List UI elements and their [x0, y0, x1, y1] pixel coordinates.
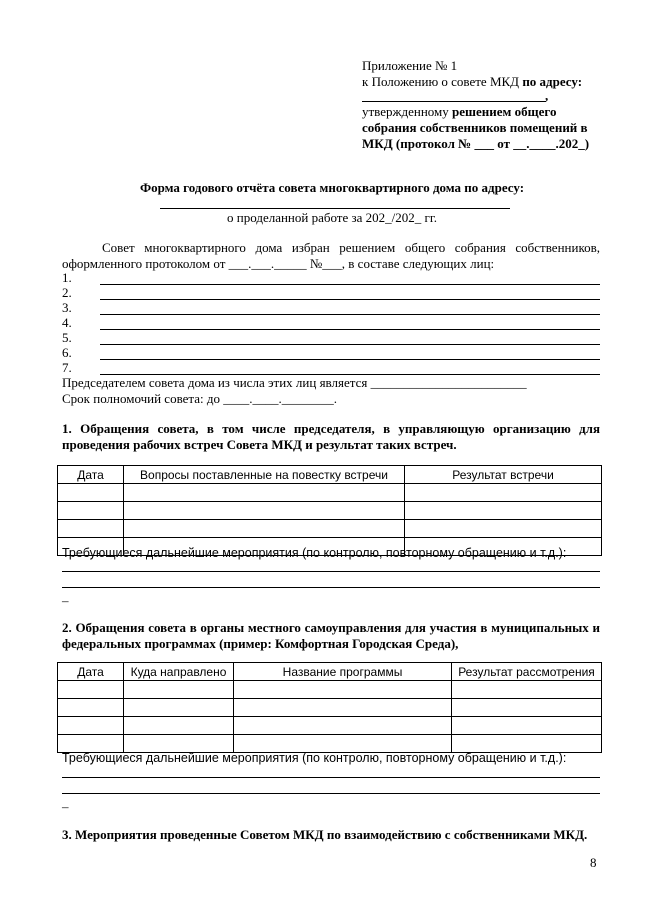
followup-line — [62, 793, 600, 794]
column-header: Дата — [58, 466, 124, 484]
section-2-title: 2. Обращения совета в органы местного самоуправления для участия в муниципальных и федеральных программах (пример: Комфортная Городская Среда), — [62, 620, 600, 651]
table-cell[interactable] — [124, 484, 405, 502]
table-row — [58, 520, 602, 538]
column-header: Результат рассмотрения — [452, 663, 602, 681]
table-cell[interactable] — [124, 735, 234, 753]
page-number: 8 — [590, 855, 597, 870]
followup-line — [62, 777, 600, 778]
table-header-row — [58, 466, 602, 484]
table-row — [58, 502, 602, 520]
table-cell[interactable] — [234, 681, 452, 699]
member-number: 1. — [62, 270, 72, 285]
table-cell[interactable] — [452, 681, 602, 699]
table-cell[interactable] — [58, 520, 124, 538]
appendix-line-1: Приложение № 1 — [362, 58, 458, 73]
table-row — [58, 484, 602, 502]
table-cell[interactable] — [124, 502, 405, 520]
section-1-followup-label: Требующиеся дальнейшие мероприятия (по контролю, повторному обращению и т.д.): — [62, 546, 567, 560]
table-cell[interactable] — [124, 520, 405, 538]
member-number: 3. — [62, 300, 72, 315]
table-cell[interactable] — [58, 681, 124, 699]
table-row — [58, 699, 602, 717]
appendix-line-4 — [362, 104, 556, 120]
followup-line — [62, 587, 600, 588]
period-line: о проделанной работе за 202_/202_ гг. — [227, 210, 437, 225]
table-cell[interactable] — [234, 717, 452, 735]
member-line — [100, 314, 600, 315]
member-line — [100, 284, 600, 285]
member-number: 5. — [62, 330, 72, 345]
section-2-dash: – — [62, 799, 69, 814]
table-cell[interactable] — [452, 735, 602, 753]
address-blank-line — [160, 208, 510, 209]
appendix-line-6: МКД (протокол № ___ от __.____.202_) — [362, 136, 590, 151]
table-row — [58, 735, 602, 753]
table-cell[interactable] — [234, 699, 452, 717]
table-cell[interactable] — [234, 735, 452, 753]
column-header: Дата — [58, 663, 124, 681]
table-cell[interactable] — [452, 699, 602, 717]
term-line: Срок полномочий совета: до ____.____.________. — [62, 391, 337, 406]
table-cell[interactable] — [58, 699, 124, 717]
table-cell[interactable] — [124, 699, 234, 717]
member-line — [100, 344, 600, 345]
member-line — [100, 329, 600, 330]
section-2-table — [57, 662, 602, 753]
table-row — [58, 717, 602, 735]
column-header: Результат встречи — [405, 466, 602, 484]
appendix-decision-label: решением общего — [452, 104, 557, 119]
member-number: 2. — [62, 285, 72, 300]
appendix-line-2 — [362, 74, 582, 90]
appendix-comma: , — [545, 88, 549, 103]
table-header-row — [58, 663, 602, 681]
member-line — [100, 299, 600, 300]
table-cell[interactable] — [405, 484, 602, 502]
section-1-table — [57, 465, 602, 556]
member-number: 6. — [62, 345, 72, 360]
table-cell[interactable] — [58, 484, 124, 502]
table-cell[interactable] — [405, 520, 602, 538]
table-cell[interactable] — [58, 717, 124, 735]
appendix-line-5: собрания собственников помещений в — [362, 120, 588, 135]
appendix-address-label: по адресу: — [522, 74, 583, 89]
table-cell[interactable] — [124, 681, 234, 699]
column-header: Название программы — [234, 663, 452, 681]
table-cell[interactable] — [58, 735, 124, 753]
appendix-address-blank — [362, 101, 546, 102]
member-number: 7. — [62, 360, 72, 375]
section-1-title: 1. Обращения совета, в том числе председателя, в управляющую организацию для проведения рабочих встреч Совета МКД и результат таких встреч. — [62, 421, 600, 452]
appendix-line-4-text: утвержденному — [362, 104, 453, 119]
section-1-dash: – — [62, 593, 69, 608]
table-cell[interactable] — [58, 502, 124, 520]
table-cell[interactable] — [452, 717, 602, 735]
table-cell[interactable] — [405, 502, 602, 520]
member-line — [100, 359, 600, 360]
form-title: Форма годового отчёта совета многоквартирного дома по адресу: — [139, 180, 525, 195]
column-header: Куда направлено — [124, 663, 234, 681]
chairman-line: Председателем совета дома из числа этих лиц является ________________________ — [62, 375, 527, 390]
section-3-title: 3. Мероприятия проведенные Советом МКД по взаимодействию с собственниками МКД. — [62, 827, 588, 842]
table-cell[interactable] — [124, 717, 234, 735]
appendix-line-2-text: к Положению о совете МКД — [362, 74, 523, 89]
member-number: 4. — [62, 315, 72, 330]
followup-line — [62, 571, 600, 572]
section-2-followup-label: Требующиеся дальнейшие мероприятия (по контролю, повторному обращению и т.д.): — [62, 751, 567, 765]
intro-paragraph: Совет многоквартирного дома избран решением общего собрания собственников, оформленного протоколом от ___.___._____ №___, в составе следующих лиц: — [62, 240, 600, 271]
column-header: Вопросы поставленные на повестку встречи — [124, 466, 405, 484]
table-row — [58, 681, 602, 699]
